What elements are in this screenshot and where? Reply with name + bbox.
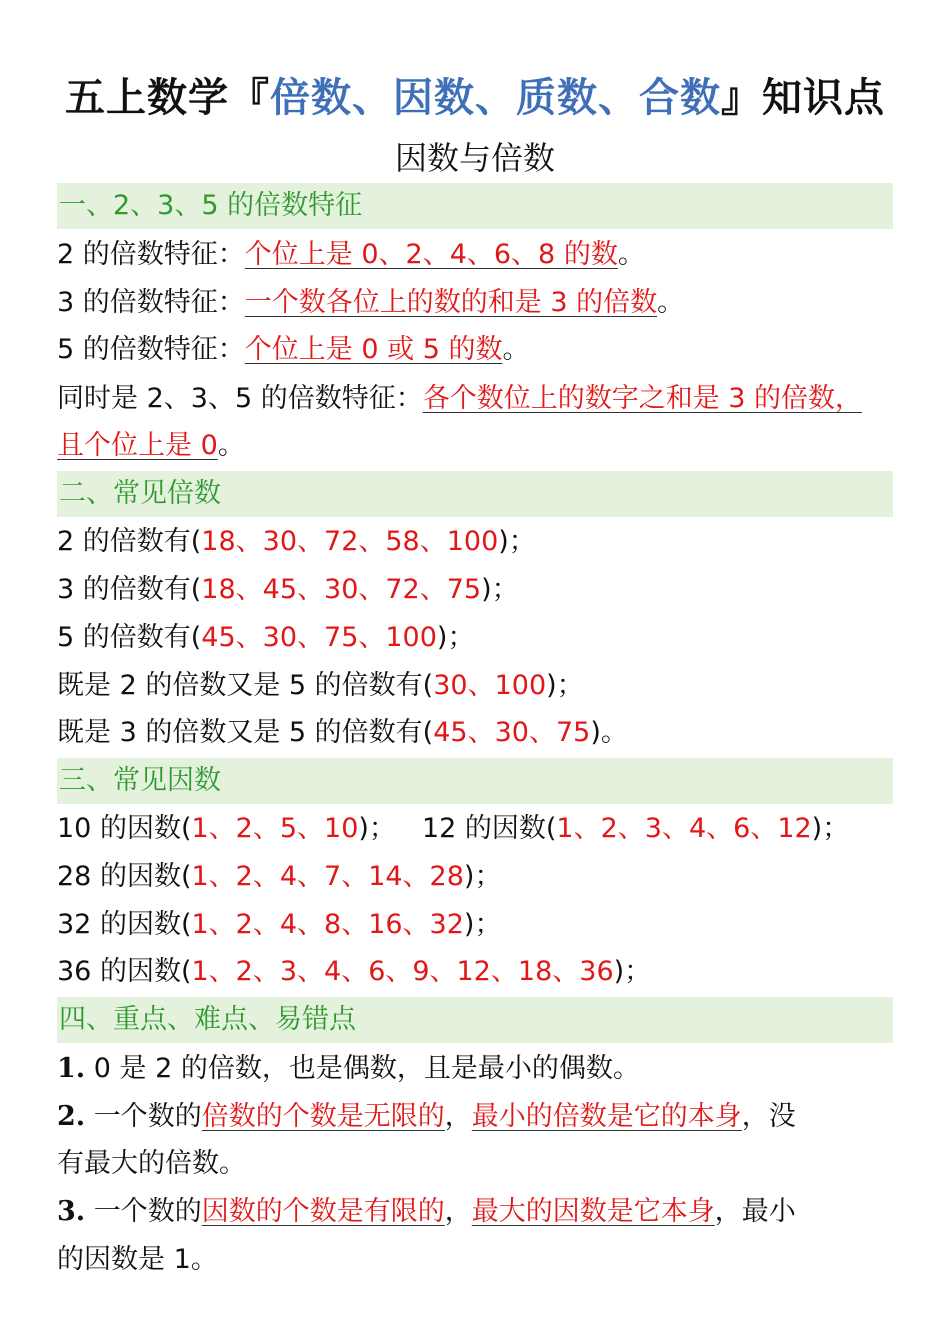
multiple-row: 5 的倍数有(45、30、75、100)； bbox=[57, 622, 475, 653]
answer: 各个数位上的数字之和是 3 的倍数， bbox=[422, 383, 863, 414]
key-point-3-continued: 的因数是 1。 bbox=[57, 1244, 218, 1275]
answer: 且个位上是 0 bbox=[57, 430, 218, 461]
section-heading-1: 一、2、3、5 的倍数特征 bbox=[57, 183, 893, 229]
key-point-2: 2. 一个数的倍数的个数是无限的，最小的倍数是它的本身，没 bbox=[57, 1101, 796, 1132]
factor-row: 36 的因数(1、2、3、4、6、9、12、18、36)； bbox=[57, 956, 652, 987]
multiple-row: 3 的倍数有(18、45、30、72、75)； bbox=[57, 574, 519, 605]
factor-row: 32 的因数(1、2、4、8、16、32)； bbox=[57, 909, 502, 940]
key-point-2-continued: 有最大的倍数。 bbox=[57, 1148, 246, 1179]
rule-row: 3 的倍数特征：一个数各位上的数的和是 3 的倍数。 bbox=[57, 287, 685, 318]
factor-row: 28 的因数(1、2、4、7、14、28)； bbox=[57, 861, 502, 892]
key-point-1: 1. 0 是 2 的倍数，也是偶数，且是最小的偶数。 bbox=[57, 1053, 640, 1084]
multiple-row: 既是 2 的倍数又是 5 的倍数有(30、100)； bbox=[57, 670, 584, 701]
rule-row: 5 的倍数特征：个位上是 0 或 5 的数。 bbox=[57, 334, 530, 365]
answer: 一个数各位上的数的和是 3 的倍数 bbox=[244, 287, 658, 318]
factor-row: 10 的因数(1、2、5、10)； 12 的因数(1、2、3、4、6、12)； bbox=[57, 813, 850, 844]
rule-row: 2 的倍数特征：个位上是 0、2、4、6、8 的数。 bbox=[57, 239, 645, 270]
multiple-row: 既是 3 的倍数又是 5 的倍数有(45、30、75)。 bbox=[57, 717, 628, 748]
section-heading-4: 四、重点、难点、易错点 bbox=[57, 997, 893, 1043]
title-highlight: 倍数、因数、质数、合数 bbox=[270, 75, 721, 121]
page-subtitle: 因数与倍数 bbox=[394, 139, 555, 177]
answer: 个位上是 0、2、4、6、8 的数 bbox=[244, 239, 618, 270]
page-title: 五上数学『倍数、因数、质数、合数』知识点 bbox=[65, 75, 885, 121]
section-heading-3: 三、常见因数 bbox=[57, 758, 893, 804]
answer: 个位上是 0 或 5 的数 bbox=[244, 334, 503, 365]
multiple-row: 2 的倍数有(18、30、72、58、100)； bbox=[57, 526, 536, 557]
section-heading-2: 二、常见倍数 bbox=[57, 471, 893, 517]
key-point-3: 3. 一个数的因数的个数是有限的，最大的因数是它本身，最小 bbox=[57, 1196, 796, 1227]
rule-row: 同时是 2、3、5 的倍数特征：各个数位上的数字之和是 3 的倍数， bbox=[57, 383, 863, 414]
rule-row-continued: 且个位上是 0。 bbox=[57, 430, 245, 461]
